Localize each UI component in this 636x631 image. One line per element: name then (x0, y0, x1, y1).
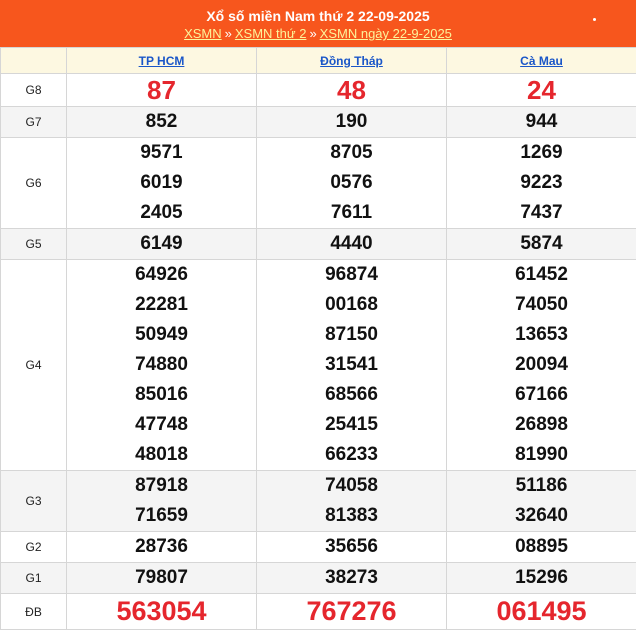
province-link-tp-hcm[interactable]: TP HCM (138, 53, 185, 68)
prize-number: 32640 (515, 505, 568, 526)
prize-number: 061495 (496, 596, 587, 626)
prize-cell (257, 138, 447, 229)
prize-number: 852 (145, 111, 178, 132)
breadcrumb-separator: » (309, 26, 317, 41)
prize-number: 563054 (116, 596, 207, 626)
prize-cell (447, 594, 636, 630)
prize-number: 28736 (135, 536, 188, 557)
prize-number: 71659 (135, 505, 188, 526)
breadcrumb (0, 25, 636, 42)
decorative-dot (593, 18, 596, 21)
prize-number: 35656 (325, 536, 378, 557)
prize-label: G2 (1, 532, 67, 563)
breadcrumb-xsmn-thu-2[interactable]: XSMN thứ 2 (234, 26, 307, 41)
prize-number: 1269 (520, 142, 563, 163)
prize-row-g3 (1, 471, 636, 532)
prize-number: 5874 (520, 233, 563, 254)
prize-label: G1 (1, 563, 67, 594)
prize-number: 26898 (515, 414, 568, 435)
prize-cell (67, 229, 257, 260)
prize-cell (447, 260, 636, 471)
column-header (257, 48, 447, 74)
prize-number: 85016 (135, 384, 188, 405)
prize-number: 9223 (520, 172, 563, 193)
prize-number: 79807 (135, 567, 188, 588)
prize-number: 0576 (330, 172, 373, 193)
prize-cell (257, 229, 447, 260)
prize-number: 38273 (325, 567, 378, 588)
prize-cell (447, 563, 636, 594)
breadcrumb-xsmn-date[interactable]: XSMN ngày 22-9-2025 (319, 26, 452, 41)
prize-label: G3 (1, 471, 67, 532)
column-header (67, 48, 257, 74)
prize-number: 87 (147, 75, 176, 105)
prize-label: G4 (1, 260, 67, 471)
prize-number: 74880 (135, 354, 188, 375)
prize-cell (67, 107, 257, 138)
prize-cell (257, 532, 447, 563)
prize-cell (447, 532, 636, 563)
prize-number: 50949 (135, 324, 188, 345)
prize-row-g8 (1, 74, 636, 107)
corner-cell (1, 48, 67, 74)
prize-number: 6019 (140, 172, 183, 193)
column-header-row (1, 48, 636, 74)
page-header (0, 0, 636, 47)
prize-label: G8 (1, 74, 67, 107)
prize-label: G5 (1, 229, 67, 260)
prize-cell (67, 471, 257, 532)
prize-number: 68566 (325, 384, 378, 405)
prize-number: 61452 (515, 264, 568, 285)
prize-number: 20094 (515, 354, 568, 375)
prize-row-g2 (1, 532, 636, 563)
province-link-dong-thap[interactable]: Đồng Tháp (320, 53, 383, 68)
prize-number: 64926 (135, 264, 188, 285)
prize-cell (67, 260, 257, 471)
prize-number: 66233 (325, 444, 378, 465)
prize-number: 9571 (140, 142, 183, 163)
prize-cell (67, 532, 257, 563)
prize-number: 51186 (515, 475, 568, 496)
prize-number: 22281 (135, 294, 188, 315)
prize-number: 00168 (325, 294, 378, 315)
prize-cell (257, 594, 447, 630)
prize-number: 7437 (520, 202, 563, 223)
prize-row-g5 (1, 229, 636, 260)
prize-cell (67, 138, 257, 229)
prize-number: 8705 (330, 142, 373, 163)
prize-number: 87918 (135, 475, 188, 496)
prize-number: 6149 (140, 233, 183, 254)
prize-number: 767276 (306, 596, 397, 626)
province-link-ca-mau[interactable]: Cà Mau (520, 53, 563, 68)
prize-cell (447, 229, 636, 260)
column-header (447, 48, 636, 74)
prize-number: 47748 (135, 414, 188, 435)
prize-row-g6 (1, 138, 636, 229)
prize-number: 08895 (515, 536, 568, 557)
prize-cell (447, 471, 636, 532)
prize-label: G6 (1, 138, 67, 229)
prize-cell (447, 138, 636, 229)
prize-cell (257, 74, 447, 107)
prize-cell (257, 260, 447, 471)
prize-row-g7 (1, 107, 636, 138)
prize-number: 15296 (515, 567, 568, 588)
prize-number: 2405 (140, 202, 183, 223)
prize-number: 944 (525, 111, 558, 132)
prize-cell (257, 107, 447, 138)
breadcrumb-separator: » (224, 26, 232, 41)
prize-row-g1 (1, 563, 636, 594)
prize-number: 13653 (515, 324, 568, 345)
prize-number: 96874 (325, 264, 378, 285)
page-title: Xổ số miền Nam thứ 2 22-09-2025 (206, 8, 430, 24)
prize-cell (447, 107, 636, 138)
prize-number: 190 (335, 111, 368, 132)
prize-number: 25415 (325, 414, 378, 435)
prize-number: 87150 (325, 324, 378, 345)
prize-number: 67166 (515, 384, 568, 405)
prize-cell (257, 563, 447, 594)
prize-cell (447, 74, 636, 107)
prize-number: 7611 (330, 202, 373, 223)
prize-row-g4 (1, 260, 636, 471)
prize-label: G7 (1, 107, 67, 138)
prize-number: 74058 (325, 475, 378, 496)
prize-cell (67, 594, 257, 630)
prize-number: 48018 (135, 444, 188, 465)
breadcrumb-xsmn[interactable]: XSMN (184, 26, 222, 41)
prize-number: 74050 (515, 294, 568, 315)
prize-number: 81990 (515, 444, 568, 465)
prize-cell (67, 74, 257, 107)
prize-number: 4440 (330, 233, 373, 254)
prize-cell (67, 563, 257, 594)
results-table (0, 47, 636, 630)
prize-cell (257, 471, 447, 532)
prize-number: 48 (337, 75, 366, 105)
prize-number: 31541 (325, 354, 378, 375)
prize-label: ĐB (1, 594, 67, 630)
prize-row-đb (1, 594, 636, 630)
prize-number: 81383 (325, 505, 378, 526)
prize-number: 24 (527, 75, 556, 105)
